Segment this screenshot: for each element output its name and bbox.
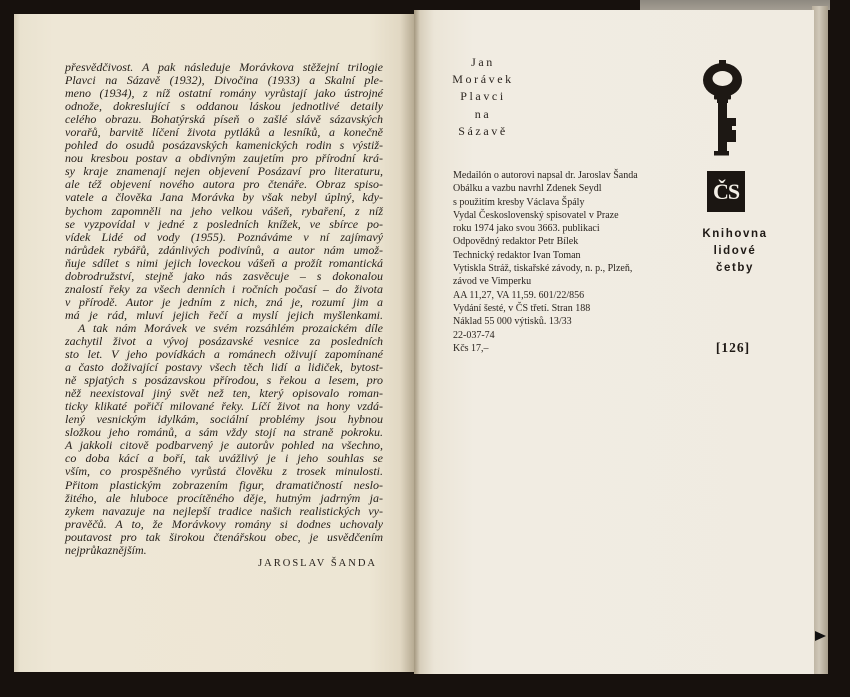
text-line: zachytil život a vývoj posázavské vesnice za posledních [65,333,383,348]
colophon-line: Medailón o autorovi napsal dr. Jaroslav Šanda [453,170,638,181]
text-line: nárůdek rybářů, zdánlivých podivínů, a autor nám umož- [65,242,383,257]
colophon-line: 22-037-74 [453,329,495,341]
text-line: Plavci na Sázavě (1932), Divočina (1933) a Skalní ple- [65,73,383,88]
colophon-line: Obálku a vazbu navrhl Zdenek Seydl [453,183,602,195]
text-line: zykem navazuje na nejlepší tradice našich realistických vy- [65,503,383,518]
text-line: něž neexistoval jiný svět než ten, který opisovalo roman- [65,386,383,401]
text-line: ňuje sdílet s nimi jejich loveckou vášeň a prožít romantická [65,255,383,270]
title-line: Jan [471,55,495,69]
colophon-line: závod ve Vimperku [453,276,532,288]
text-line: vorařů, barvitě líčení života pytláků a lesníků, a konečně [65,125,383,140]
series-number: [126] [715,340,751,355]
colophon-line: Vydání šesté, v ČS třetí. Stran 188 [453,302,591,314]
text-line: a často doživající postavy všech těch lidí a lidiček, bytost- [65,360,383,375]
text-line: žitého, ale hluboce procítěného děje, hutným jadrným ja- [65,490,383,505]
text-line: ně spjatých s posázavskou přírodou, s řekou a lesem, pro [65,373,383,388]
colophon-line: Vydal Československý spisovatel v Praze [453,209,619,221]
colophon-line: roku 1974 jako svou 3663. publikaci [453,223,600,235]
page-edge-marker [815,631,826,641]
text-line: vším, co prospěšného vyrůstá člověku z trosek minulosti. [65,464,383,479]
text-line: sy kraje znamenají nejen objevení Posázaví pro literaturu, [65,164,383,179]
text-line: pravěčů. A to, že Morávkovy romány si dodnes uchovaly [65,516,383,531]
text-line: meno (1934), z níž ostatní romány vyrůstají jako ústrojné [65,86,383,101]
text-line: lený vesnickým idylkám, sociální problémy jsou hybnou [65,412,383,427]
text-line: se vyzpovídal v jedné z posledních knížek, ve sbírce po- [65,216,383,231]
text-line: sto let. V jeho povídkách a románech oživují zapomínané [65,347,383,362]
afterword-text [65,61,383,571]
text-line: přesvědčivost. A pak následuje Morávkova stěžejní trilogie [65,60,383,74]
text-line: má je rád, mluví jejich řečí a myslí jejich myšlenkami. [65,307,383,322]
text-line: Přitom plastickým zobrazením figur, dramatičností neslo- [65,477,383,492]
text-line: ticky klikaté pořičí milované řeky. Líčí život na hony vzdá- [65,399,383,414]
text-line: nou kresbou postav a obdivným zaujetím pro přírodní krá- [65,151,383,166]
text-line: celého obrazu. Bohatýrská píseň o zašlé slávě sázavských [65,112,383,127]
colophon-line: AA 11,27, VA 11,59. 601/22/856 [453,289,585,301]
cover-top-edge [640,0,830,10]
colophon-line: Kčs 17,– [453,342,489,354]
text-line: poutavost pro tak širokou čtenářskou obec, je usvědčením [65,529,383,544]
author-signature: JAROSLAV ŠANDA [258,557,377,569]
key-icon [699,58,747,158]
title-line: na [474,106,492,121]
colophon-line: Vytiskla Stráž, tiskařské závody, n. p., Plzeň, [453,263,633,275]
title-line: Sázavě [458,123,508,138]
text-line: vatele a člověka Jana Morávka by však nebyl úplný, kdy- [65,190,383,205]
series-name-line: Knihovna [702,228,768,240]
text-line: vídek Lidé od vody (1955). Poznáváme v ní zajímavý [65,229,383,244]
colophon [453,169,683,355]
colophon-line: Technický redaktor Ivan Toman [453,249,581,261]
text-line: odnože, dokreslující s oddanou láskou jednotlivé detaily [65,99,383,114]
series-name [690,226,780,277]
text-line: co doba kácí a boří, tak uvážlivý je i jeho souhlas se [65,451,383,466]
series-name-line: četby [715,262,755,274]
book-title-block [438,54,528,140]
text-line: v přírodě. Autor je jedním z nich, zná je, rozumí jim a [65,294,383,309]
text-line: ale též objevení nového autora pro čtenáře. Obraz spiso- [65,177,383,192]
paragraph-start-line: A tak nám Morávek ve svém rozsáhlém prozaickém díle [78,320,383,335]
text-line: pohled do osudů posázavských kamenických rodin s výstiž- [65,138,383,153]
colophon-line: Náklad 55 000 výtisků. 13/33 [453,316,572,328]
cover-right-edge [812,6,828,674]
title-line: Morávek [452,72,514,87]
text-line: dobrodružství, stejně jako nás zasvěcuje – s dokonalou [65,268,383,283]
text-line: A jakkoli citově podbarvený je autorův pohled na všechno, [65,438,383,453]
text-line: složkou jeho románů, a sám vždy stojí na straně pokroku. [65,425,383,440]
text-line: znalostí řeky za všech denních i ročních počasí – do života [65,281,383,296]
text-line: nejprůkaznějším. [65,542,147,557]
text-line: bychom zapomněli na jeho velkou vášeň, rybaření, z níž [65,203,383,218]
publisher-logo: ČS [707,171,745,212]
title-line: Plavci [460,89,506,104]
colophon-line: s použitím kresby Václava Špály [453,196,585,208]
colophon-line: Odpovědný redaktor Petr Bílek [453,236,579,248]
series-name-line: lidové [713,245,757,257]
